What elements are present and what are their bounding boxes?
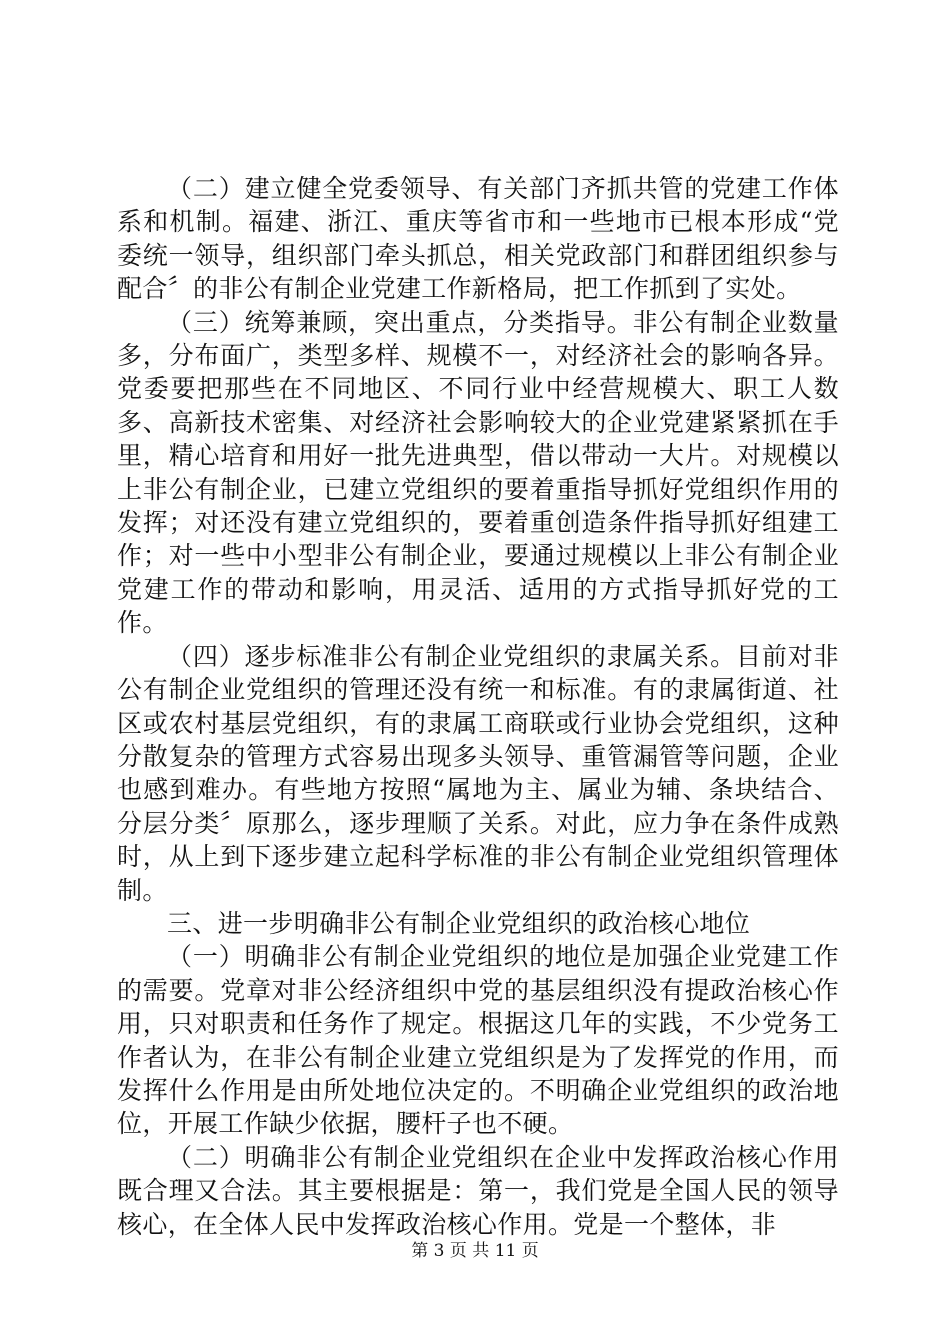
paragraph-clarify-status: （一）明确非公有制企业党组织的地位是加强企业党建工作的需要。党章对非公经济组织中党的基层组织没有提政治核心作用，只对职责和任务作了规定。根据这几年的实践，不少党务工作者认为，在非公有制企业建立党组织是为了发挥党的作用，而发挥什么作用是由所处地位决定的。不明确企业党组织的政治地位，开展工作缺少依据，腰杆子也不硬。 [117,942,839,1139]
section-heading-political-core: 三、进一步明确非公有制企业党组织的政治核心地位 [167,908,751,938]
document-body [117,172,839,1241]
paragraph-party-leadership-system: （二）建立健全党委领导、有关部门齐抓共管的党建工作体系和机制。福建、浙江、重庆等省市和一些地市已根本形成“党委统一领导，组织部门牵头抓总，相关党政部门和群团组织参与配合〞的非公有制企业党建工作新格局，把工作抓到了实处。 [117,174,839,304]
paragraph-affiliation-relations: （四）逐步标准非公有制企业党组织的隶属关系。目前对非公有制企业党组织的管理还没有统一和标准。有的隶属街道、社区或农村基层党组织，有的隶属工商联或行业协会党组织，这种分散复杂的管理方式容易出现多头领导、重管漏管等问题，企业也感到难办。有些地方按照“属地为主、属业为辅、条块结合、分层分类〞原那么，逐步理顺了关系。对此，应力争在条件成熟时，从上到下逐步建立起科学标准的非公有制企业党组织管理体制。 [117,641,839,905]
paragraph-classified-guidance: （三）统筹兼顾，突出重点，分类指导。非公有制企业数量多，分布面广，类型多样、规模不一，对经济社会的影响各异。党委要把那些在不同地区、不同行业中经营规模大、职工人数多、高新技术密集、对经济社会影响较大的企业党建紧紧抓在手里，精心培育和用好一批先进典型，借以带动一大片。对规模以上非公有制企业，已建立党组织的要着重指导抓好党组织作用的发挥；对还没有建立党组织的，要着重创造条件指导抓好组建工作；对一些中小型非公有制企业，要通过规模以上非公有制企业党建工作的带动和影响，用灵活、适用的方式指导抓好党的工作。 [117,307,839,638]
paragraph-political-core-role: （二）明确非公有制企业党组织在企业中发挥政治核心作用既合理又合法。其主要根据是：第一，我们党是全国人民的领导核心，在全体人民中发挥政治核心作用。党是一个整体，非 [117,1142,839,1239]
page-footer: 第 3 页 共 11 页 [411,1241,539,1261]
